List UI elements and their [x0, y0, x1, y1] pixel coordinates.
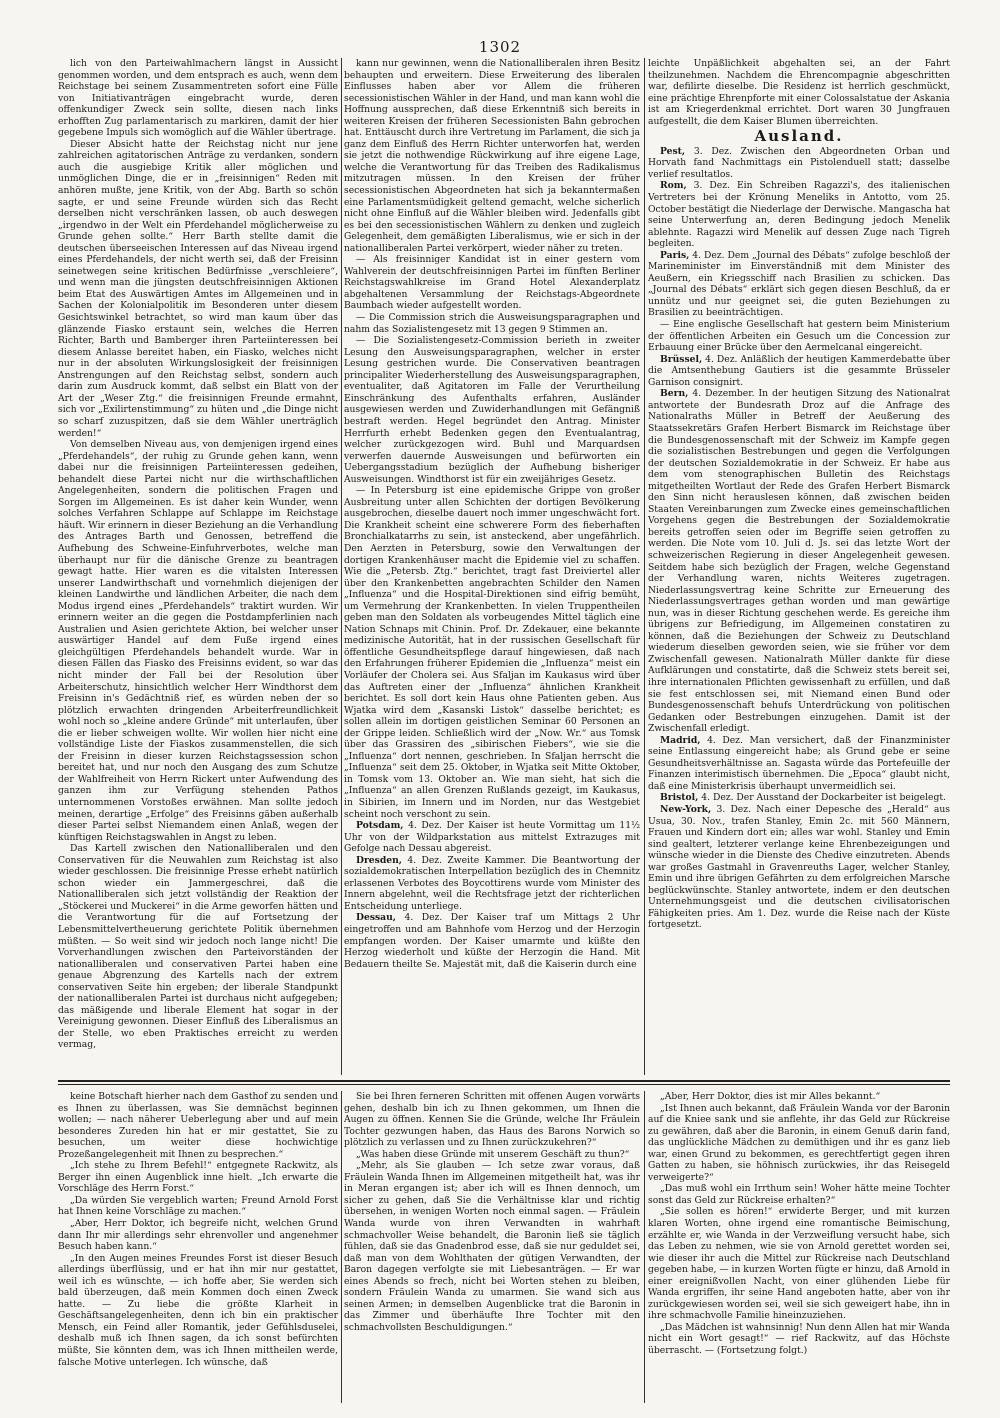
news-text: 4. Dez. Der Kaiser traf um Mittags 2 Uhr eingetroffen und am Bahnhofe vom Herzog und der Herzogin empfangen worden. Der Kaiser umarmte und küßte den Herzog wiederholt und küßte der Herzogin die Hand. Mit Bedauern theilte Se. Majestät mit, daß die Kaiserin durch eine: [344, 912, 640, 970]
news-text: 4. Dez. Dem „Journal des Débats“ zufolge beschloß der Marineminister im Einverständniß mit dem Minister des Aeußern, ein Kriegsschiff nach Brasilien zu schicken. Das „Journal des Débats“ erklärt sich gegen diesen Beschluß, da er unnütz und nur geeignet sei, die guten Beziehungen zu Brasilien zu beeinträchtigen.: [648, 249, 950, 319]
column-politics: [58, 58, 338, 1075]
article-paragraph: — Als freisinniger Kandidat ist in einer gestern vom Wahlverein der deutschfreisinnigen Partei im fünften Berliner Reichstagswahlkreise im Grand Hotel Alexanderplatz abgehaltenen Versammlung der Reichstags-Abgeordnete Baumbach wieder aufgestellt worden.: [344, 254, 640, 312]
dateline: Potsdam,: [356, 820, 404, 832]
news-item: [648, 804, 950, 931]
article-paragraph: „Da würden Sie vergeblich warten; Freund Arnold Forst hat Ihnen keine Vorschläge zu machen.“: [58, 1194, 338, 1218]
article-paragraph: „Aber, Herr Doktor, dies ist mir Alles bekannt.“: [660, 1091, 881, 1102]
article-paragraph: Das Kartell zwischen den Nationalliberalen und den Conservativen für die Neuwahlen zum Reichstag ist also wieder geschlossen. Die freisinnige Presse erhebt natürlich schon wieder ein Jammergeschrei, daß die Nationalliberalen sich jetzt vollständig der Reaktion der „Stöckerei und Muckerei“ in die Arme geworfen hätten und die Verantwortung für die auf Fortsetzung der Lebensmittelvertheuerung gerichtete Politik übernehmen müßten. — So weit sind wir jedoch noch lange nicht! Die Vorverhandlungen zwischen den Parteivorständen der nationalliberalen und conservativen Partei haben eine genaue Abgrenzung des Kartells nach der extrem conservativen Seite hin ergeben; der liberale Standpunkt der nationalliberalen Partei ist durchaus nicht aufgegeben; das mäßigende und liberale Element hat sogar in der Vereinigung gewonnen. Dieser Einfluß des Liberalismus an der Stelle, wo eben Praktisches erreicht zu werden vermag,: [58, 843, 338, 1051]
article-paragraph: — Die Sozialistengesetz-Commission berieth in zweiter Lesung den Ausweisungsparagraphen, welcher in erster Lesung gestrichen wurde. Die Conservativen beantragen principaliter Wiederherstellung des Ausweisungsparagraphen, eventualiter, daß Agitatoren im Falle der Verurtheilung Einschränkung des Aufenthalts erfahren, Ausländer ausgewiesen werden und Zuwiderhandlungen mit Gefängniß bestraft werden. Hegel begründet den Antrag. Minister Herrfurth erhebt Bedenken gegen den Eventualantrag, welcher zurückgezogen wird. Buhl und Marquardsen verwerfen dauernde Ausweisungen und befürworten ein Uebergangsstadium bezüglich der Aufhebung bisheriger Ausweisungen. Windthorst ist für ein zweijähriges Gesetz.: [344, 335, 640, 485]
dateline: Bern,: [660, 388, 689, 400]
dateline: New-York,: [660, 804, 712, 815]
feuilleton-column-2: [344, 1091, 640, 1403]
news-text: 4. Dez. Der Ausstand der Dockarbeiter ist beigelegt.: [701, 792, 946, 804]
news-item: [648, 735, 950, 793]
article-paragraph: keine Botschaft hierher nach dem Gasthof zu senden und es Ihnen zu überlassen, was Sie demnächst beginnen wollen; — nach näherer Ueberlegung aber und auf mein besonderes Zureden hin hat er mir gestattet, Sie zu besuchen, um weiter diese hochwichtige Prozeßangelegenheit mit Ihnen zu besprechen.“: [58, 1091, 338, 1160]
dateline: Pest,: [660, 145, 686, 157]
article-paragraph: „Das muß wohl ein Irrthum sein! Woher hätte meine Tochter sonst das Geld zur Rückreise erhalten?“: [648, 1183, 950, 1206]
column-news: [344, 58, 640, 1075]
news-item: [344, 855, 640, 913]
news-text: 4. Dez. Man versichert, daß der Finanzminister seine Entlassung eingereicht habe; als Grund gebe er seine Gesundheitsverhältnisse an. Sagasta würde das Portefeuille der Finanzen interimistisch übernehmen. Die „Epoca“ glaubt nicht, daß eine Ministerkrisis überhaupt unvermeidlich sei.: [648, 734, 950, 792]
dateline: Dessau,: [356, 912, 396, 924]
news-item: [648, 319, 950, 354]
article-paragraph: „Was haben diese Gründe mit unserem Geschäft zu thun?“: [356, 1148, 630, 1160]
feuilleton-divider: [58, 1084, 950, 1085]
news-text: 3. Dez. Nach einer Depesche des „Herald“ aus Usua, 30. Nov., trafen Stanley, Emin 2c. mit 560 Männern, Frauen und Kindern dort ein; alles war wohl. Stanley und Emin sind gealtert, letzterer verlange keine Ehrenbezeigungen und wünsche wieder in die Dienste des Chedive einzutreten. Abends war großes Gastmahl in Gravenreuths Lager, welcher Stanley, Emin und ihre übrigen Gefährten zu dem erfolgreichen Marsche beglückwünschte. Stanley antwortete, indem er den deutschen Unternehmungsgeist und die deutschen civilisatorischen Fähigkeiten pries. Am 1. Dez. wurde die Reise nach der Küste fortgesetzt.: [648, 804, 950, 931]
news-item: [648, 792, 950, 804]
dateline: Bristol,: [660, 792, 699, 804]
news-item: [344, 912, 640, 970]
column-divider: [644, 1091, 645, 1403]
article-paragraph: Sie bei Ihren ferneren Schritten mit offenen Augen vorwärts gehen, deshalb bin ich zu Ihnen gekommen, um Ihnen die Augen zu öffnen. Kennen Sie die Gründe, welche Ihr Fräulein Tochter gezwungen haben, das Haus des Barons Norwich so plötzlich zu verlassen und zu Ihnen zurückzukehren?“: [344, 1091, 640, 1149]
dateline: Rom,: [660, 180, 687, 192]
article-paragraph: Dieser Absicht hatte der Reichstag nicht nur jene zahlreichen agitatorischen Anträge zu verdanken, sondern auch die ausgiebige Kritik aller möglichen und unmöglichen Dinge, die er in „freisinnigen“ Reden mit anhören mußte, jene Kritik, von der Abg. Barth so schön sagte, er und seine Freunde würden sich das Recht derselben nicht verschränken lassen, ob auch deswegen „irgendwo in der Welt ein Pferdehandel möglicherweise zu Grunde gehen sollte.“ Herr Barth stellte damit die deutschen überseeischen Interessen auf das Niveau irgend eines Pferdehandels, der nicht werth sei, daß der Freisinn seinetwegen seine kritischen Bedürfnisse „verschleiere“, und wenn man die jüngsten deutschfreisinnigen Aktionen beim Etat des Auswärtigen Amtes im Allgemeinen und in Sachen der Kolonialpolitik im Besonderen unter diesem Gesichtswinkel betrachtet, so wird man kaum über das glänzende Fiasko erstaunt sein, welches die Herren Richter, Barth und Bamberger ihren Parteiinteressen bei diesem Anlasse bereitet haben, ein Fiasko, welches nicht nur in der absoluten Wirkungslosigkeit der freisinnigen Anstrengungen auf den Reichstag selbst, sondern auch darin zum Ausdruck kommt, daß selbst ein Blatt von der Art der „Weser Ztg.“ die freisinnigen Freunde ermahnt, sich vor „Exilirtenstimmung“ zu hüten und „die Dinge nicht so scharf zuzuspitzen, daß sie dem Wähler unerträglich werden!“: [58, 138, 338, 439]
news-text: 3. Dez. Zwischen den Abgeordneten Orban und Horvath fand Nachmittags ein Pistolenduell statt; dasselbe verlief resultatlos.: [648, 145, 950, 180]
article-paragraph: „Ich stehe zu Ihrem Befehl!“ entgegnete Rackwitz, als Berger ihn einen Augenblick inne hielt. „Ich erwarte die Vorschläge des Herrn Forst.“: [58, 1160, 338, 1195]
news-text: 3. Dez. Ein Schreiben Ragazzi's, des italienischen Vertreters bei der Krönung Meneliks in Antotto, vom 25. October bestätigt die Niederlage der Derwische. Mangascha hat seine Unterwerfung an, deren Bedingung jedoch Menelik ablehnte. Ragazzi wird Menelik auf dessen Zuge nach Tigreh begleiten.: [648, 180, 950, 250]
article-paragraph: leichte Unpäßlichkeit abgehalten sei, an der Fahrt theilzunehmen. Nachdem die Ehrencompagnie abgeschritten war, defilirte dieselbe. Die Residenz ist herrlich geschmückt, eine prächtige Ehrenpforte mit einer Colossalstatue der Askania ist am Kriegerdenkmal errichtet. Dort waren 30 Jungfrauen aufgestellt, die dem Kaiser Blumen überreichten.: [648, 58, 950, 127]
news-text: 4. Dezember. In der heutigen Sitzung des Nationalrat antwortete der Bundesrath Droz auf die Anfrage des Nationalraths Müller in Betreff der Aeußerung des Staatssekretärs Grafen Herbert Bismarck im Reichstage über die Bundesgenossenschaft mit der Schweiz im Kampfe gegen die sozialistischen Bestrebungen und gegen die Verfolgungen der deutschen Sozialdemokratie in der Schweiz. Er habe aus dem vom stenographischen Bulletin des Reichstags mitgetheilten Wortlaut der Rede des Grafen Herbert Bismarck den Sinn nicht herauslesen können, daß zwischen beiden Staaten Vereinbarungen zum Zwecke eines gemeinschaftlichen Vorgehens gegen die Bestrebungen der Sozialdemokratie bereits getroffen seien oder im Begriffe seien getroffen zu werden. Die Note vom 10. Juli d. Js. sei das letzte Wort der schweizerischen Regierung in dieser Angelegenheit gewesen. Seitdem habe sich bezüglich der Fragen, welche Gegenstand der Verhandlung waren, nichts Weiteres zugetragen. Niederlassungsvertrag keine Schritte zur Erneuerung des Niederlassungsvertrages gethan worden und man gewärtige nun, was in dieser Richtung geschehen werde. Es gereiche ihm übrigens zur Befriedigung, im Allgemeinen constatiren zu können, daß die Beziehungen der Schweiz zu Deutschland wiederum dieselben geworden seien, wie sie früher vor dem Zwischenfall gewesen. Nationalrath Müller dankte für diese Aufklärungen und constatirte, daß die Schweiz stets bereit sei, ihre internationalen Pflichten gewissenhaft zu erfüllen, und daß sie fest entschlossen sei, mit Niemand einen Bund oder Bundesgenossenschaft behufs Unterdrückung von politischen Gedanken oder Bestrebungen einzugehen. Damit ist der Zwischenfall erledigt.: [648, 388, 950, 735]
feuilleton-divider: [58, 1080, 950, 1082]
dateline: Dresden,: [356, 854, 402, 866]
news-item: [648, 146, 950, 181]
article-paragraph: „Aber, Herr Doktor, ich begreife nicht, welchen Grund dann Ihr mir allerdings sehr ehrenvoller und angenehmer Besuch haben kann.“: [58, 1218, 338, 1253]
feuilleton-column-3: [648, 1091, 950, 1403]
dateline: Paris,: [660, 249, 690, 261]
news-item: [648, 354, 950, 389]
column-foreign: [648, 58, 950, 1075]
column-divider: [644, 58, 645, 1075]
news-item: [648, 388, 950, 734]
article-paragraph: — Die Commission strich die Ausweisungsparagraphen und nahm das Sozialistengesetz mit 13 gegen 9 Stimmen an.: [344, 312, 640, 335]
feuilleton-column-1: [58, 1091, 338, 1403]
article-paragraph: kann nur gewinnen, wenn die Nationalliberalen ihren Besitz behaupten und erweitern. Diese Erweiterung des liberalen Einflusses haben aber vor Allem die früheren secessionistischen Wähler in der Hand, und man kann wohl die Hoffnung aussprechen, daß diese Erkenntniß sich bereits in weiteren Kreisen der früheren Secessionisten Bahn gebrochen hat. Enttäuscht durch ihre Vertretung im Parlament, die sich ja ganz dem Einfluß des Herrn Richter unterworfen hat, werden sie jetzt die nothwendige Rückwirkung auf ihre eigene Lage, welche die Verantwortung für das Treiben des Radikalismus mitzutragen müssen. In den Kreisen der früher secessionistischen Abgeordneten hat sich ja bekanntermaßen eine Parlamentsmüdigkeit geltend gemacht, welche sicherlich nicht ohne Einfluß auf die Wähler bleiben wird. Jedenfalls gibt es bei den secessionistischen Wählern zu denken und zugleich Gelegenheit, dem gemäßigten Liberalismus, wie er sich in der nationalliberalen Partei verkörpert, wieder näher zu treten.: [344, 58, 640, 254]
dateline: Brüssel,: [660, 353, 703, 365]
news-text: 4. Dez. Der Kaiser ist heute Vormittag um 11½ Uhr von der Wildparkstation aus mittelst Extrazuges mit Gefolge nach Dessau abgereist.: [344, 820, 640, 855]
news-item: [648, 250, 950, 319]
article-paragraph: „In den Augen meines Freundes Forst ist dieser Besuch allerdings überflüssig, und er hat ihn mir nur gestattet, weil ich es wünschte, — ich hoffe aber, Sie werden sich bald überzeugen, daß mein Kommen doch einen Zweck hatte. — Zu liebe die größte Klarheit in Geschäftsangelegenheiten, denn ich bin ein praktischer Mensch, ein Feind aller Romantik, jeder Gefühlsduselei, deshalb muß ich Ihnen sagen, da ich sonst befürchten müßte, Sie könnten dem, was ich Ihnen mittheilen werde, falsche Motive unterlegen. Ich wünsche, daß: [58, 1252, 338, 1368]
news-text: 4. Dez. Zweite Kammer. Die Beantwortung der sozialdemokratischen Interpellation bezüglich des in Chemnitz erlassenen Verbotes des Boycottirens wurde vom Minister des Innern abgelehnt, weil die Rechtsfrage jetzt der richterlichen Entscheidung unterliege.: [344, 854, 640, 912]
column-divider: [341, 1091, 342, 1403]
news-text: 4. Dez. Anläßlich der heutigen Kammerdebatte über die Amtsenthebung Gautiers ist die gesammte Brüsseler Garnison consignirt.: [648, 353, 950, 388]
dateline: Madrid,: [660, 734, 701, 746]
news-text: — Eine englische Gesellschaft hat gestern beim Ministerium der öffentlichen Arbeiten ein Gesuch um die Concession zur Erbauung einer Brücke über den Aermelcanal eingereicht.: [648, 319, 950, 354]
page-number: 1302: [478, 38, 522, 56]
section-heading-ausland: Ausland.: [754, 127, 844, 146]
news-item: [344, 820, 640, 855]
news-item: [648, 180, 950, 249]
article-paragraph: — In Petersburg ist eine epidemische Grippe von großer Ausbreitung unter allen Schichten der dortigen Bevölkerung ausgebrochen, dieselbe dauert noch immer ungeschwächt fort. Die Krankheit scheint eine schwerere Form des fieberhaften Bronchialkatarrhs zu sein, ist ansteckend, aber ungefährlich. Den Aerzten in Petersburg, sowie den Verwaltungen der dortigen Krankenhäuser macht die Epidemie viel zu schaffen. Wie die „Petersb. Ztg.“ berichtet, tragt fast Dreiviertel aller über den Krankenbetten angebrachten Schilder den Namen „Influenza“ und die Hospital-Direktionen sind eifrig bemüht, um Vermehrung der Krankenbetten. In vielen Truppentheilen geben man den Soldaten als vorbeugendes Mittel täglich eine Nation Schnaps mit Chinin. Prof. Dr. Zdekauer, eine bekannte medizinische Autorität, hat in der russischen Gesellschaft für öffentliche Gesundheitspflege darauf hingewiesen, daß nach den Erfahrungen früherer Epidemien die „Influenza“ meist ein Vorläufer der Cholera sei. Aus Sfaljan im Kaukasus wird über das Auftreten einer der „Influenza“ ähnlichen Krankheit berichtet. Es soll dort kein Haus ohne Patienten geben. Aus Wjatka wird dem „Kasanski Listok“ dasselbe berichtet; es sollen allein im dortigen geistlichen Seminar 60 Personen an der Grippe leiden. Schließlich wird der „Now. Wr.“ aus Tomsk über das Grassiren des „sibirischen Fiebers“, wie sie die „Influenza“ dort nennen, geschrieben. In Sfaljan herrscht die „Influenza“ seit dem 25. Oktober, in Wjatka seit Mitte Oktober, in Tomsk vom 13. Oktober an. Wie man sieht, hat sich die „Influenza“ an allen Grenzen Rußlands gezeigt, im Kaukasus, in Sibirien, im Innern und im Norden, nur das Westgebiet scheint noch verschont zu sein.: [344, 485, 640, 820]
column-divider: [341, 58, 342, 1075]
article-paragraph: „Sie sollen es hören!“ erwiderte Berger, und mit kurzen klaren Worten, ohne irgend eine romantische Beimischung, erzählte er, wie Wanda in der Verzweiflung versucht habe, sich das Leben zu nehmen, wie sie von Arnold gerettet worden sei, wie dieser ihr auch die Mittel zur Rückreise nach Deutschland gegeben habe, — in kurzen Worten fügte er hinzu, daß Arnold in einer ereignißvollen Nacht, von einer glühenden Liebe für Wanda ergriffen, ihr seine Hand angeboten hatte, aber von ihr zurückgewiesen worden sei, weil sie sich geweigert habe, ihn in ihre schmachvolle Familie hineinzuziehen.: [648, 1206, 950, 1322]
article-paragraph: Von demselben Niveau aus, von demjenigen irgend eines „Pferdehandels“, der ruhig zu Grunde gehen kann, wenn dabei nur die freisinnigen Parteiinteressen gedeihen, behandelt diese Partei nicht nur die wirthschaftlichen Angelegenheiten, sondern die politischen Fragen und Sorgen im Allgemeinen. Es ist daher kein Wunder, wenn solches Verfahren Schlappe auf Schlappe im Reichstage häuft. Wir erinnern in dieser Beziehung an die Verhandlung des Antrages Barth und Genossen, betreffend die Aufhebung des Schweine-Einfuhrverbotes, welche man überhaupt nur für die dänische Grenze zu beantragen gewagt hatte. Hier waren es die vitalsten Interessen unserer Landwirthschaft und vornehmlich diejenigen der kleinen Landwirthe und ländlichen Arbeiter, die nach dem Modus irgend eines „Pferdehandels“ traktirt wurden. Wir erinnern weiter an die gegen die Postdampferlinien nach Australien und Asien gerichtete Aktion, bei welcher unser auswärtiger Handel auf dem Fuße irgend eines gleichgültigen Pferdehandels behandelt wurde. War in diesen Fällen das Fiasko des Freisinns evident, so war das nicht minder der Fall bei der Resolution über Arbeiterschutz, hinsichtlich welcher Herr Windthorst dem Freisinn in's Gedächtniß rief, es würden neben der so plötzlich erwachten dringenden Arbeiterfreundlichkeit wohl noch so „kleine andere Gründe“ mit unterlaufen, über die er lieber schweigen wollte. Wir wollen hier nicht eine vollständige Liste der Fiaskos zusammenstellen, die sich der Freisinn in dieser kurzen Reichstagssession schon bereitet hat, und nur noch den Ausgang des zum Schutze der Wahlfreiheit von Herrn Rickert unter Aufwendung des ganzen ihm zur Verfügung stehenden Pathos unternommenen Vorstoßes erwähnen. Man sollte jedoch meinen, derartige „Erfolge“ des Freisinns gäben außerhalb dieser Partei selbst Niemandem einen Anlaß, wegen der künftigen Reichstagswahlen in Angst zu leben.: [58, 439, 338, 843]
article-paragraph: „Ist Ihnen auch bekannt, daß Fräulein Wanda vor der Baronin auf die Kniee sank und sie anflehte, ihr das Geld zur Rückreise zu gewähren, daß aber die Baronin, in einem Genuß darin fand, das unglückliche Mädchen zu demüthigen und ihr es ganz lieb war, einen Grund zu bekommen, es gerechtfertigt gegen ihren Gatten zu haben, sie höhnisch zurückwies, ihr das Reisegeld verweigerte?“: [648, 1102, 950, 1183]
article-paragraph: „Das Mädchen ist wahnsinnig! Nun denn Allen hat mir Wanda nicht ein Wort gesagt!“ — rief Rackwitz, auf das Höchste überrascht. — (Fortsetzung folgt.): [648, 1321, 950, 1357]
article-paragraph: „Mehr, als Sie glauben — Ich setze zwar voraus, daß Fräulein Wanda Ihnen im Allgemeinen mitgetheilt hat, was ihr in Meran ergangen ist; aber ich will es Ihnen dennoch, um sicher zu gehen, daß Sie die Verhältnisse klar und richtig übersehen, in wenigen Worten noch einmal sagen. — Fräulein Wanda wurde von ihren Verwandten in wahrhaft schmachvoller Weise behandelt, die Baronin ließ sie täglich fühlen, daß sie das Gnadenbrod esse, daß sie nur geduldet sei, daß man von dem Wohlthaten der gütigen Verwandten, der Baron dagegen verfolgte sie mit Liebesanträgen. — Er war eines Abends so frech, nicht bei Worten stehen zu bleiben, sondern Fräulein Wanda zu umarmen. Sie wand sich aus seinen Armen; in demselben Augenblicke trat die Baronin in das Zimmer und überhäufte Ihre Tochter mit den schmachvollsten Beschuldigungen.“: [344, 1160, 640, 1333]
article-paragraph: lich von den Parteiwahlmachern längst in Aussicht genommen worden, und dem entsprach es auch, wenn dem Reichstage bei seinem Zusammentreten sofort eine Fülle von Initiativanträgen eingebracht wurde, deren offenkundiger Zweck sein sollte, diesen nach links erhofften Zug parlamentarisch zu markiren, damit der hier gegebene Impuls sich womöglich auf die Wähler übertrage.: [58, 58, 338, 139]
